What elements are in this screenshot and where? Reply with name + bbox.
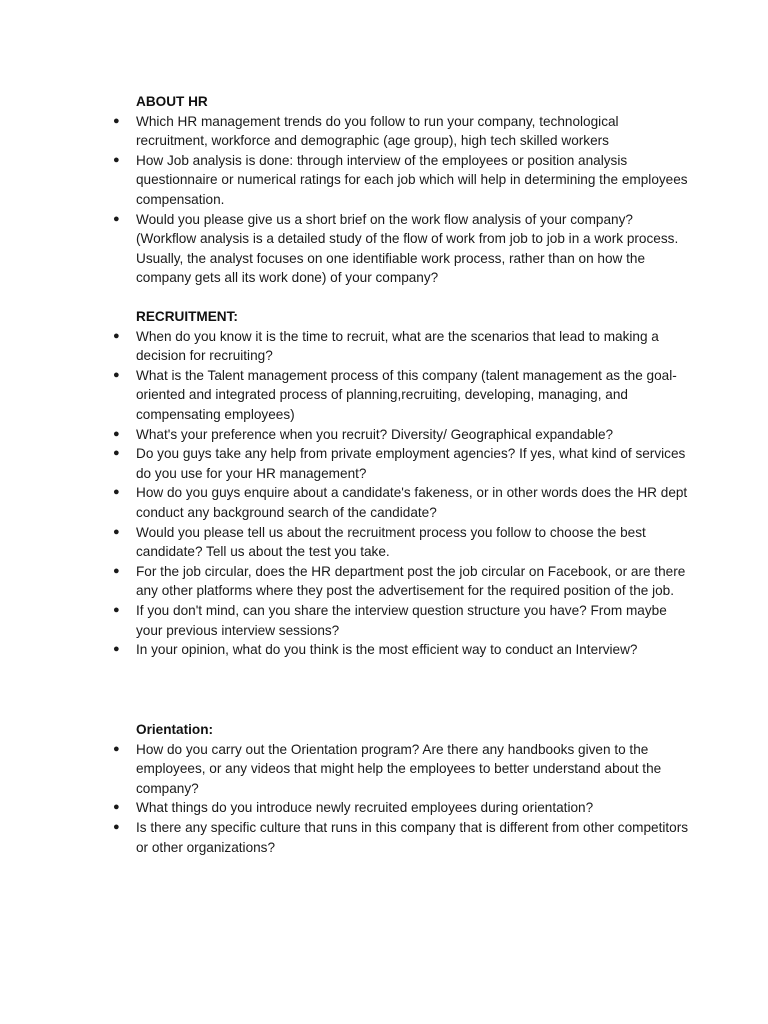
- section-heading-about-hr: ABOUT HR: [136, 94, 208, 109]
- list-item: [112, 112, 692, 151]
- section-heading-recruitment: RECRUITMENT:: [136, 309, 238, 324]
- list-item-text: Would you please give us a short brief on the work flow analysis of your company? (Workflow analysis is a detailed study of the flow of work from job to job in a work process. Usually, the analyst focuses on one identifiable work process, rather than on how the company gets all its work done) of your company?: [136, 211, 679, 286]
- bullet-icon: ●: [113, 212, 120, 225]
- list-item: [112, 444, 692, 483]
- list-item-text: Is there any specific culture that runs in this company that is different from other competitors or other organizations?: [136, 819, 689, 855]
- bullet-icon: ●: [113, 820, 120, 833]
- bullet-icon: ●: [113, 368, 120, 381]
- list-item: [112, 483, 692, 522]
- list-item-text: How do you guys enquire about a candidate's fakeness, or in other words does the HR dept conduct any background search of the candidate?: [136, 485, 688, 520]
- list-item: [112, 640, 692, 660]
- list-item-text: Do you guys take any help from private employment agencies? If yes, what kind of services do you use for your HR management?: [136, 446, 686, 481]
- bullet-icon: ●: [113, 153, 120, 166]
- bullet-icon: ●: [113, 564, 120, 577]
- bullet-list-orientation: [112, 740, 692, 858]
- bullet-icon: ●: [113, 643, 120, 656]
- list-item-text: What things do you introduce newly recruited employees during orientation?: [136, 800, 594, 816]
- list-item: [112, 562, 692, 601]
- list-item-text: How do you carry out the Orientation program? Are there any handbooks given to the employees, or any videos that might help the employees to better understand about the company?: [136, 741, 662, 796]
- bullet-icon: ●: [113, 114, 120, 127]
- bullet-icon: ●: [113, 329, 120, 342]
- list-item-text: Which HR management trends do you follow to run your company, technological recruitment, workforce and demographic (age group), high tech skilled workers: [136, 113, 619, 149]
- bullet-list-recruitment: [112, 327, 692, 660]
- list-item: [112, 366, 692, 425]
- bullet-icon: ●: [113, 801, 120, 814]
- list-item: [112, 601, 692, 640]
- list-item: [112, 425, 692, 445]
- list-item-text: When do you know it is the time to recruit, what are the scenarios that lead to making a decision for recruiting?: [136, 328, 659, 364]
- list-item: [112, 740, 692, 799]
- bullet-icon: ●: [113, 742, 120, 755]
- list-item: [112, 327, 692, 366]
- list-item-text: What is the Talent management process of this company (talent management as the goal-oriented and integrated process of planning,recruiting, developing, managing, and compensating employees): [136, 367, 677, 422]
- bullet-icon: ●: [113, 603, 120, 616]
- list-item-text: How Job analysis is done: through interview of the employees or position analysis questionnaire or numerical ratings for each job which will help in determining the employees compensation.: [136, 152, 688, 207]
- bullet-icon: ●: [113, 486, 120, 499]
- list-item: [112, 798, 692, 818]
- bullet-icon: ●: [113, 447, 120, 460]
- bullet-list-about-hr: [112, 112, 692, 288]
- list-item: [112, 818, 692, 857]
- section-about-hr: [112, 92, 692, 288]
- list-item-text: In your opinion, what do you think is the most efficient way to conduct an Interview?: [136, 642, 638, 658]
- section-recruitment: [112, 307, 692, 660]
- section-orientation: [112, 720, 692, 857]
- list-item-text: What's your preference when you recruit? Diversity/ Geographical expandable?: [136, 426, 614, 442]
- bullet-icon: ●: [113, 525, 120, 538]
- list-item: [112, 151, 692, 210]
- list-item-text: Would you please tell us about the recruitment process you follow to choose the best candidate? Tell us about the test you take.: [136, 524, 646, 560]
- bullet-icon: ●: [113, 427, 120, 440]
- list-item-text: If you don't mind, can you share the interview question structure you have? From maybe your previous interview sessions?: [136, 602, 667, 638]
- list-item: [112, 210, 692, 288]
- section-heading-orientation: Orientation:: [136, 722, 214, 737]
- list-item: [112, 523, 692, 562]
- list-item-text: For the job circular, does the HR department post the job circular on Facebook, or are there any other platforms where they post the advertisement for the required position of the job.: [136, 563, 686, 599]
